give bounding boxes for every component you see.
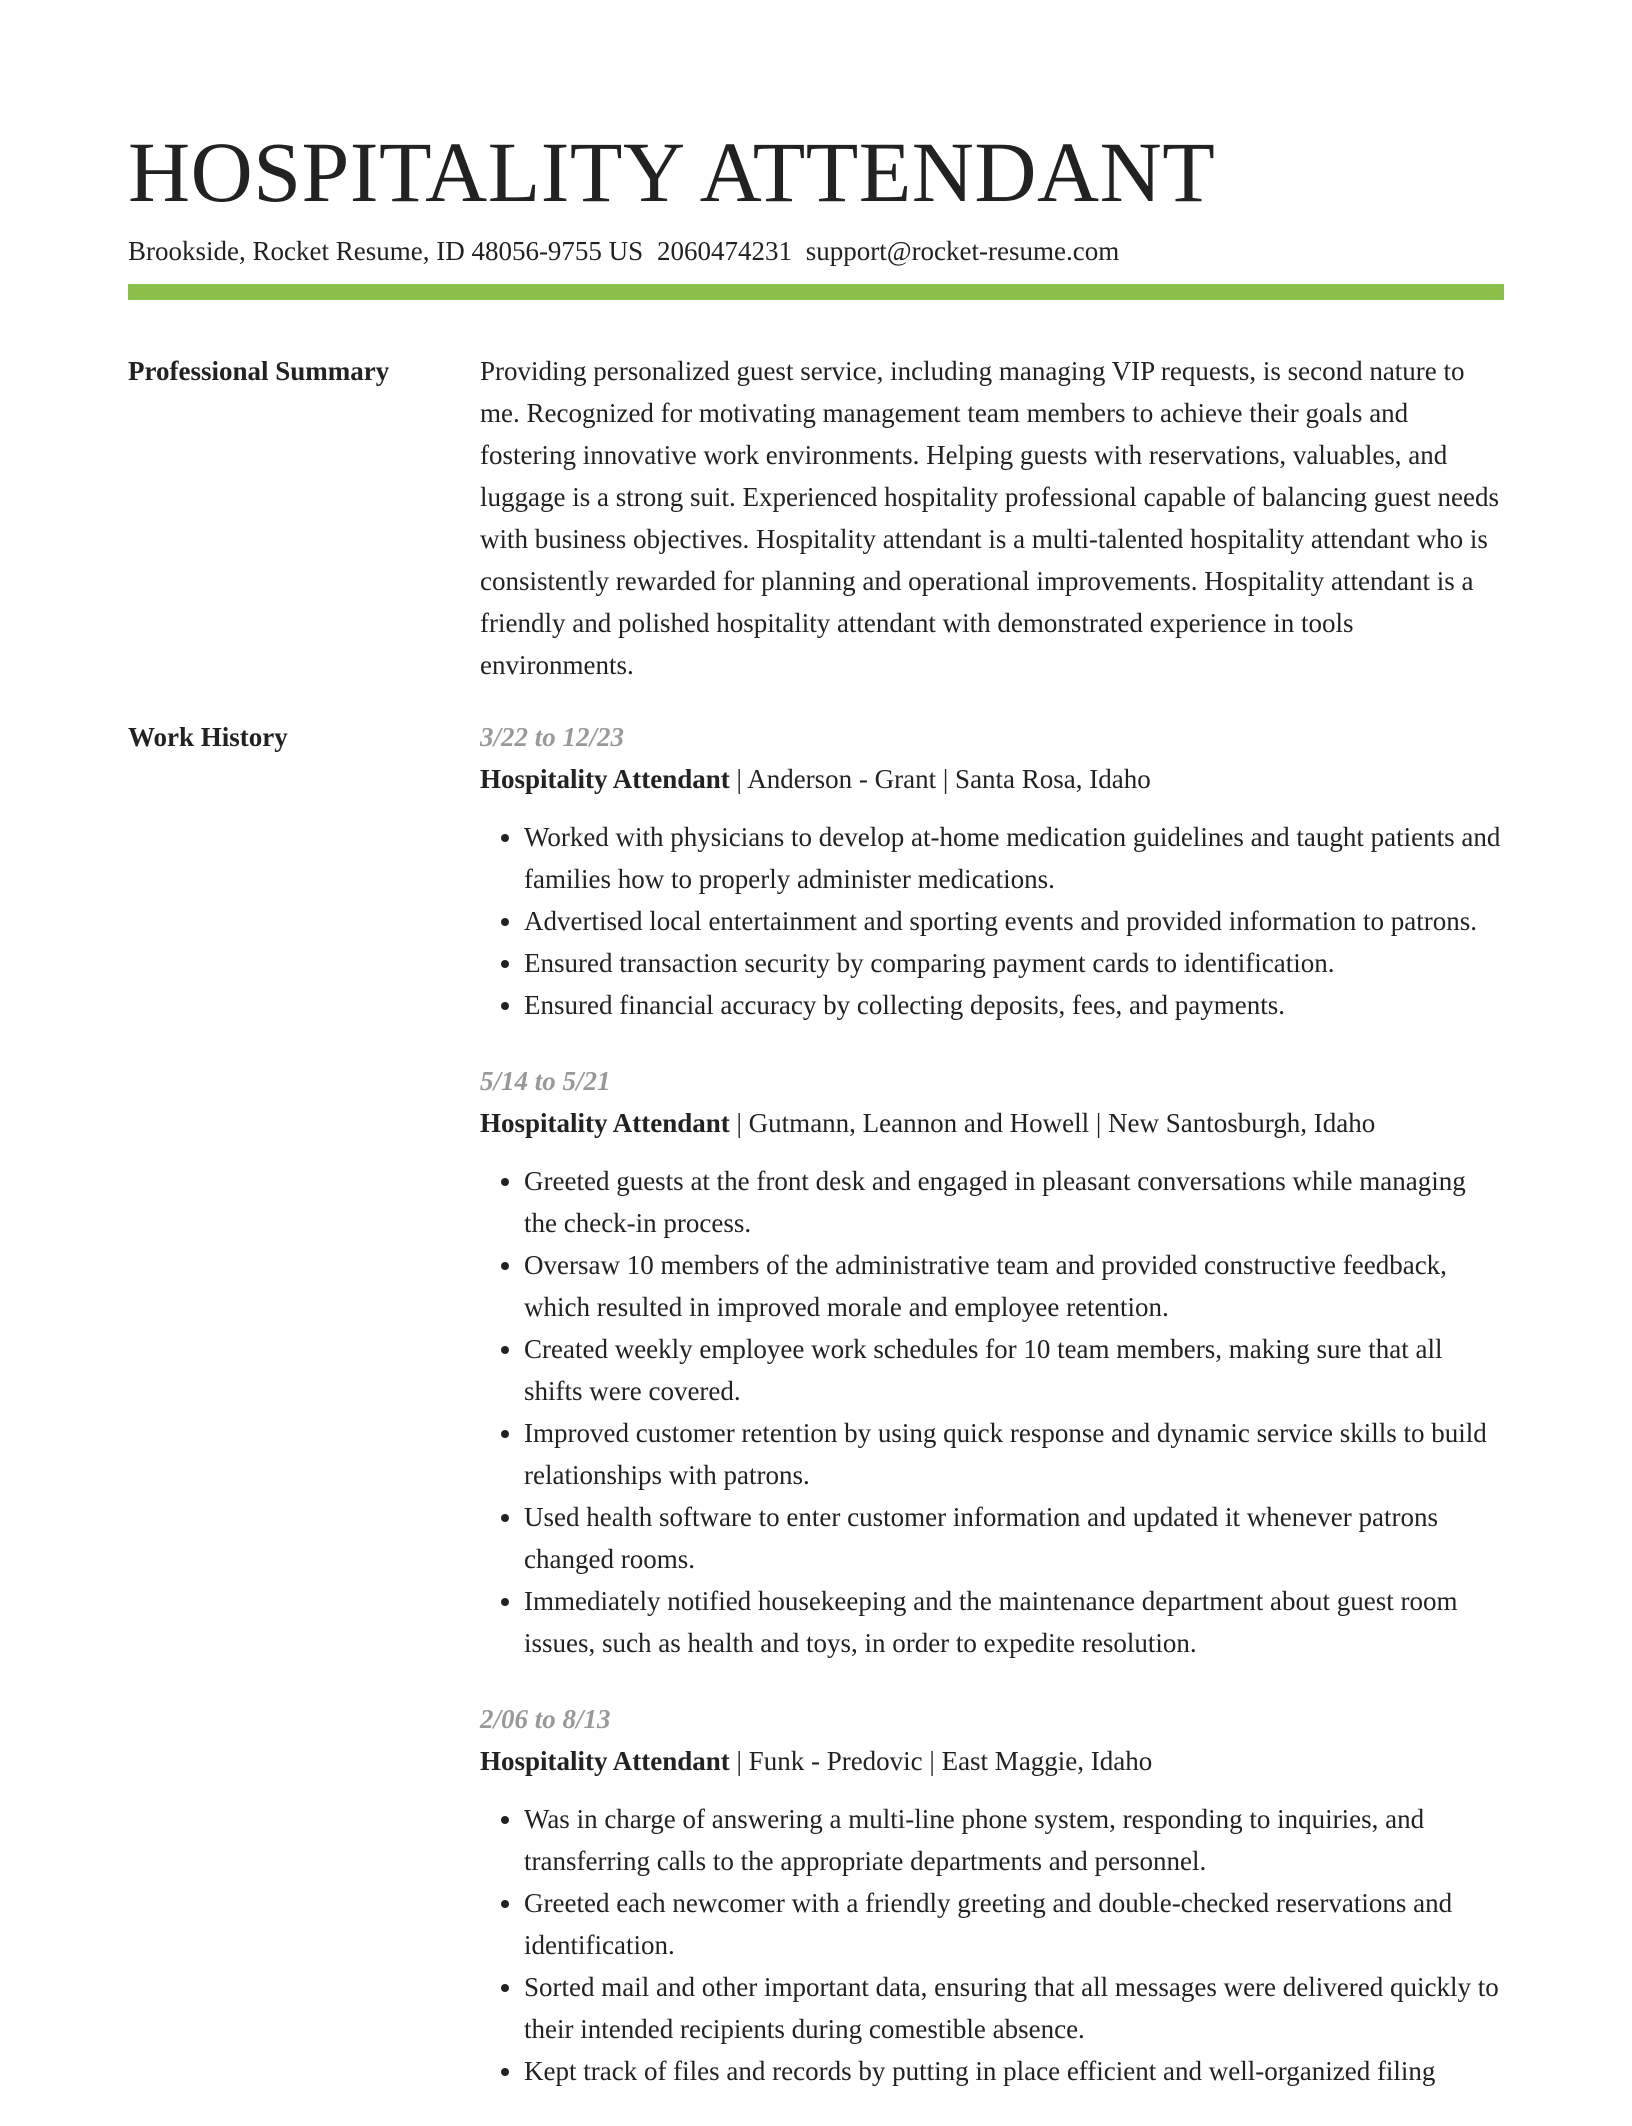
job-dates: 2/06 to 8/13	[480, 1704, 611, 1734]
work-history-heading: Work History	[128, 722, 288, 752]
job-bullet: • Ensured financial accuracy by collecting deposits, fees, and payments.	[524, 984, 1504, 1026]
job-heading-line	[480, 1102, 1504, 1144]
job-entry	[480, 1060, 1504, 1664]
job-bullet: • Was in charge of answering a multi-line phone system, responding to inquiries, and transferring calls to the appropriate departments and personnel.	[524, 1798, 1504, 1882]
contact-line	[128, 232, 1504, 270]
job-bullet: • Worked with physicians to develop at-home medication guidelines and taught patients and families how to properly administer medications.	[524, 816, 1504, 900]
job-dates: 5/14 to 5/21	[480, 1066, 611, 1096]
summary-body	[480, 350, 1504, 686]
job-bullet: • Greeted each newcomer with a friendly greeting and double-checked reservations and identification.	[524, 1882, 1504, 1966]
job-dates: 3/22 to 12/23	[480, 722, 625, 752]
contact-address: Brookside, Rocket Resume, ID 48056-9755 US	[128, 236, 644, 266]
job-title: Hospitality Attendant	[480, 764, 730, 794]
job-bullet: • Greeted guests at the front desk and engaged in pleasant conversations while managing the check-in process.	[524, 1160, 1504, 1244]
summary-heading: Professional Summary	[128, 356, 390, 386]
job-details: | Funk - Predovic | East Maggie, Idaho	[729, 1746, 1153, 1776]
job-bullet: • Immediately notified housekeeping and the maintenance department about guest room issues, such as health and toys, in order to expedite resolution.	[524, 1580, 1504, 1664]
job-bullet-list	[480, 816, 1504, 1026]
summary-section	[128, 350, 1504, 686]
resume-page	[128, 0, 1504, 2126]
job-bullet: • Improved customer retention by using quick response and dynamic service skills to build relationships with patrons.	[524, 1412, 1504, 1496]
job-bullet: • Created weekly employee work schedules for 10 team members, making sure that all shifts were covered.	[524, 1328, 1504, 1412]
job-entry	[480, 1698, 1504, 2092]
job-title: Hospitality Attendant	[480, 1108, 730, 1138]
job-heading-line	[480, 1740, 1504, 1782]
job-title: Hospitality Attendant	[480, 1746, 730, 1776]
job-bullet-list	[480, 1798, 1504, 2092]
work-history-section	[128, 716, 1504, 2126]
resume-title: HOSPITALITY ATTENDANT	[128, 124, 1216, 220]
job-details: | Gutmann, Leannon and Howell | New Santosburgh, Idaho	[729, 1108, 1376, 1138]
contact-phone: 2060474231	[656, 236, 792, 266]
job-heading-line	[480, 758, 1504, 800]
work-history-body	[480, 716, 1504, 2126]
job-bullet-list	[480, 1160, 1504, 1664]
job-entry	[480, 716, 1504, 1026]
job-details: | Anderson - Grant | Santa Rosa, Idaho	[729, 764, 1151, 794]
job-bullet: • Oversaw 10 members of the administrative team and provided constructive feedback, which resulted in improved morale and employee retention.	[524, 1244, 1504, 1328]
job-bullet: • Advertised local entertainment and sporting events and provided information to patrons.	[524, 900, 1504, 942]
job-bullet: • Ensured transaction security by comparing payment cards to identification.	[524, 942, 1504, 984]
contact-email: support@rocket-resume.com	[805, 236, 1120, 266]
job-bullet: • Used health software to enter customer information and updated it whenever patrons changed rooms.	[524, 1496, 1504, 1580]
job-bullet: • Sorted mail and other important data, ensuring that all messages were delivered quickly to their intended recipients during comestible absence.	[524, 1966, 1504, 2050]
job-bullet: • Kept track of files and records by putting in place efficient and well-organized filing	[524, 2050, 1504, 2092]
summary-text: Providing personalized guest service, including managing VIP requests, is second nature to me. Recognized for motivating management team members to achieve their goals and fostering innovative work environments. Helping guests with reservations, valuables, and luggage is a strong suit. Experienced hospitality professional capable of balancing guest needs with business objectives. Hospitality attendant is a multi-talented hospitality attendant who is consistently rewarded for planning and operational improvements. Hospitality attendant is a friendly and polished hospitality attendant with demonstrated experience in tools environments.	[480, 356, 1499, 680]
header-divider	[128, 284, 1504, 300]
